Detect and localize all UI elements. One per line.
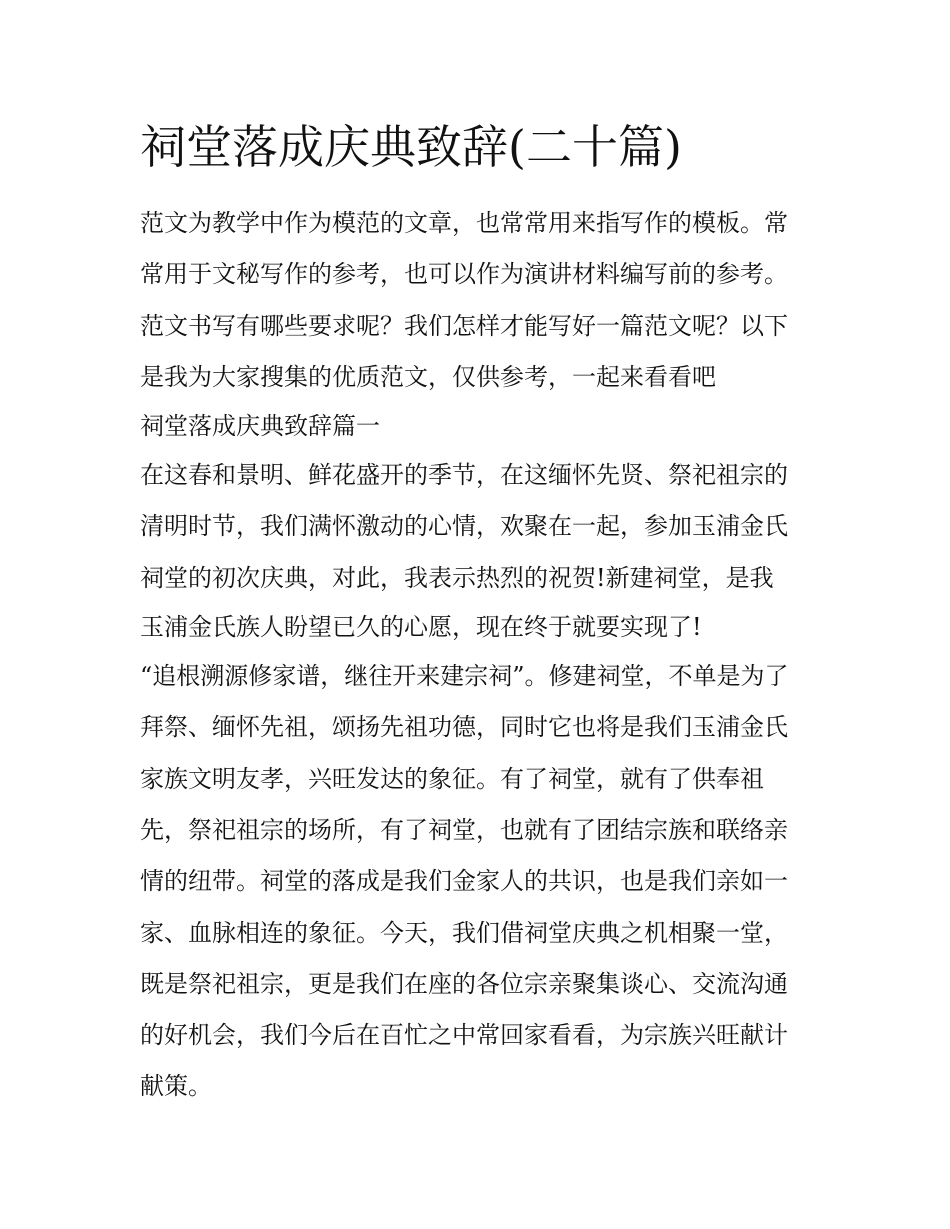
body-line: 的好机会，我们今后在百忙之中常回家看看，为宗族兴旺献计 [140, 1021, 788, 1050]
body-line: 清明时节，我们满怀激动的心情，欢聚在一起，参加玉浦金氏 [140, 512, 788, 541]
body-line: 既是祭祀祖宗，更是我们在座的各位宗亲聚集谈心、交流沟通 [140, 969, 788, 998]
body-line: 玉浦金氏族人盼望已久的心愿，现在终于就要实现了! [140, 613, 702, 642]
body-line: 常用于文秘写作的参考，也可以作为演讲材料编写前的参考。 [140, 260, 788, 289]
body-line: 拜祭、缅怀先祖，颂扬先祖功德，同时它也将是我们玉浦金氏 [140, 713, 788, 742]
body-line: 在这春和景明、鲜花盛开的季节，在这缅怀先贤、祭祀祖宗的 [140, 461, 788, 490]
body-line: 范文书写有哪些要求呢？我们怎样才能写好一篇范文呢？以下 [140, 311, 788, 340]
document-title: 祠堂落成庆典致辞(二十篇) [140, 120, 682, 174]
body-line: 是我为大家搜集的优质范文，仅供参考，一起来看看吧 [140, 362, 716, 391]
body-line: 家、血脉相连的象征。今天，我们借祠堂庆典之机相聚一堂， [140, 918, 788, 947]
body-line: 祠堂的初次庆典，对此，我表示热烈的祝贺!新建祠堂，是我 [140, 563, 774, 592]
section-heading: 祠堂落成庆典致辞篇一 [140, 412, 380, 441]
body-line: 情的纽带。祠堂的落成是我们金家人的共识，也是我们亲如一 [140, 867, 788, 896]
body-line: 先，祭祀祖宗的场所，有了祠堂，也就有了团结宗族和联络亲 [140, 815, 788, 844]
body-line: 范文为教学中作为模范的文章，也常常用来指写作的模板。常 [140, 209, 788, 237]
body-line: 家族文明友孝，兴旺发达的象征。有了祠堂，就有了供奉祖 [140, 764, 764, 793]
body-line: 献策。 [140, 1072, 212, 1101]
document-body [140, 198, 816, 1113]
body-line: “追根溯源修家谱，继往开来建宗祠”。修建祠堂，不单是为了 [140, 662, 789, 691]
